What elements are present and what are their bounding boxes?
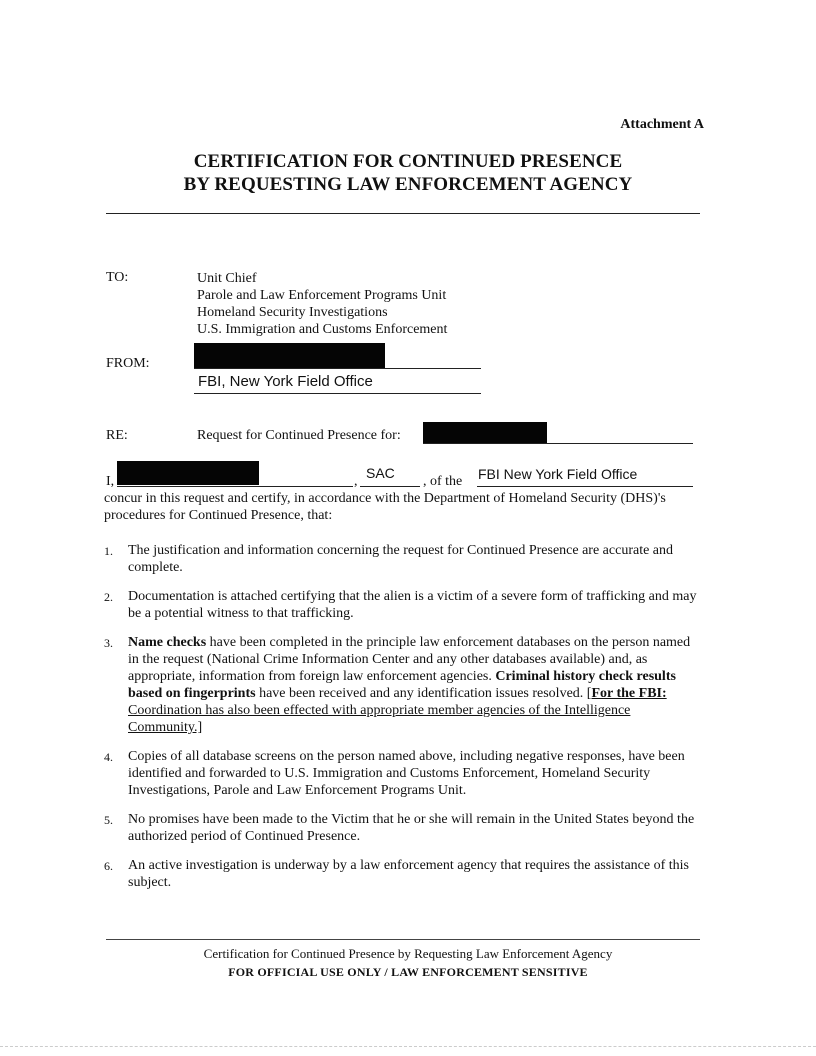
footer-divider (106, 939, 700, 940)
from-office-line (194, 393, 481, 394)
to-line: U.S. Immigration and Customs Enforcement (197, 322, 448, 337)
to-line: Homeland Security Investigations (197, 305, 388, 320)
item-number: 6. (104, 859, 113, 873)
to-line: Unit Chief (197, 271, 257, 286)
redaction-block (423, 422, 547, 444)
re-label: RE: (106, 428, 128, 443)
item-text: Documentation is attached certifying that the alien is a victim of a severe form of trafficking and may be a potential witness to that trafficking. (128, 589, 697, 621)
to-address (197, 270, 447, 338)
certifier-agency: FBI New York Field Office (478, 466, 638, 482)
list-item (104, 857, 704, 891)
item-text: An active investigation is underway by a law enforcement agency that requires the assistance of this subject. (128, 858, 689, 890)
fbi-note-label: For the FBI: (591, 686, 667, 701)
footer-classification: FOR OFFICIAL USE ONLY / LAW ENFORCEMENT SENSITIVE (228, 965, 588, 979)
re-text: Request for Continued Presence for: (197, 428, 401, 443)
item-number: 4. (104, 750, 113, 764)
item-number: 1. (104, 544, 113, 558)
document-title (0, 150, 816, 196)
fbi-note-text: Coordination has also been effected with appropriate member agencies of the Intelligence Community.] (128, 703, 631, 735)
title-divider (106, 213, 700, 214)
certifier-name-line (117, 486, 353, 487)
certifier-title-line (360, 486, 420, 487)
from-name-line (194, 368, 481, 369)
item-bold-text: Name checks (128, 635, 207, 650)
certifier-agency-line (477, 486, 693, 487)
list-item (104, 634, 704, 736)
bracket: [ (586, 686, 592, 701)
attachment-label: Attachment A (620, 117, 704, 132)
item-text: No promises have been made to the Victim that he or she will remain in the United States beyond the authorized period of Continued Presence. (128, 812, 695, 844)
re-name-line (423, 443, 693, 444)
from-label: FROM: (106, 356, 150, 371)
title-line-1: CERTIFICATION FOR CONTINUED PRESENCE (193, 151, 623, 172)
certifier-prefix: I, (106, 474, 115, 489)
to-line: Parole and Law Enforcement Programs Unit (197, 288, 447, 303)
certification-items (104, 542, 704, 903)
redaction-block (117, 461, 259, 485)
list-item (104, 588, 704, 622)
list-item (104, 811, 704, 845)
to-label: TO: (106, 270, 129, 285)
comma: , (354, 474, 358, 489)
scan-artifact-line (0, 1046, 816, 1047)
list-item (104, 748, 704, 799)
redaction-block (194, 343, 385, 368)
from-office: FBI, New York Field Office (198, 373, 373, 390)
footer-title: Certification for Continued Presence by Requesting Law Enforcement Agency (203, 946, 613, 961)
item-number: 2. (104, 590, 113, 604)
item-text: Copies of all database screens on the person named above, including negative responses, have been identified and forwarded to U.S. Immigration and Customs Enforcement, Homeland Security Investigations, Parole and Law Enforcement Programs Unit. (128, 749, 685, 798)
certification-statement: concur in this request and certify, in accordance with the Department of Homeland Security (DHS)'s procedures for Continued Presence, that: (104, 491, 666, 523)
item-number: 3. (104, 636, 113, 650)
certifier-title: SAC (366, 465, 395, 481)
item-text: have been received and any identification issues resolved. (255, 686, 587, 701)
item-text: have been completed in the principle law enforcement databases on the person named in the request (National Crime Information Center and any other databases available) and, as appropriate, information from foreign law enforcement agencies. (128, 635, 691, 684)
item-text: The justification and information concerning the request for Continued Presence are accurate and complete. (128, 543, 674, 575)
item-number: 5. (104, 813, 113, 827)
list-item (104, 542, 704, 576)
certifier-of-the: , of the (423, 474, 463, 489)
item-bold-text: Criminal history check results based on fingerprints (128, 669, 676, 701)
title-line-2: BY REQUESTING LAW ENFORCEMENT AGENCY (183, 174, 633, 195)
